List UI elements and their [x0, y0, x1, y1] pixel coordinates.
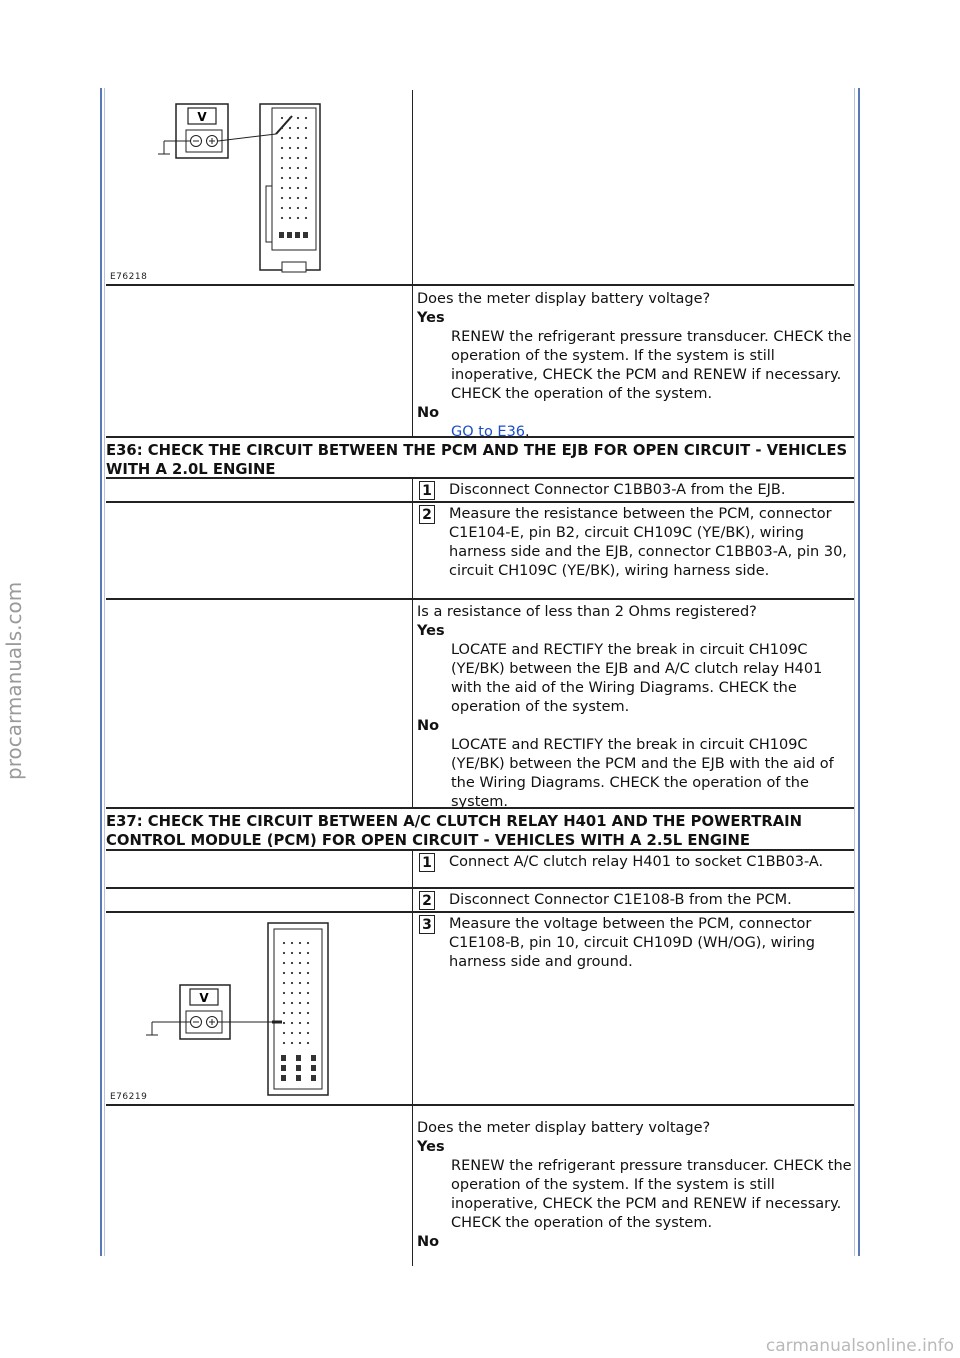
right-margin-rule-inner	[854, 88, 855, 1256]
question-1-text: Does the meter display battery voltage?	[417, 291, 711, 307]
e36-step-1: Disconnect Connector C1BB03-A from the EJB.	[449, 482, 786, 498]
step-number: 2	[419, 505, 435, 524]
step-number: 3	[419, 915, 435, 934]
yes-action: RENEW the refrigerant pressure transducer. CHECK the operation of the system. If the system is still inoperative, CHECK the PCM and RENEW if necessary. CHECK the operation of the system.	[451, 1158, 852, 1231]
e36-step-2: Measure the resistance between the PCM, connector C1E104-E, pin B2, circuit CH109C (YE/BK), wiring harness side and the EJB, connector C1BB03-A, pin 30, circuit CH109C (YE/BK), wiring harness side.	[449, 506, 847, 579]
figure-row-1-blank	[413, 90, 854, 284]
step-number: 1	[419, 853, 435, 872]
goto-e36-link[interactable]: GO to E36	[451, 424, 526, 440]
e37-step-2-row	[106, 889, 854, 913]
no-action: GO to E36.	[451, 424, 530, 440]
yes-label: Yes	[417, 1139, 445, 1155]
e36-question	[413, 600, 854, 810]
yes-action: LOCATE and RECTIFY the break in circuit CH109C (YE/BK) between the EJB and A/C clutch relay H401 with the aid of the Wiring Diagrams. CHECK the operation of the system.	[451, 642, 823, 715]
left-margin-rule-inner	[104, 88, 105, 1256]
e37-step-2: Disconnect Connector C1E108-B from the PCM.	[449, 892, 792, 908]
e36-step-2-row	[106, 503, 854, 600]
yes-label: Yes	[417, 623, 445, 639]
e36-heading: E36: CHECK THE CIRCUIT BETWEEN THE PCM AND THE EJB FOR OPEN CIRCUIT - VEHICLES WITH A 2.0L ENGINE	[106, 438, 854, 479]
no-label: No	[417, 405, 440, 421]
voltmeter-connector-diagram-1	[106, 90, 412, 284]
step-number: 1	[419, 481, 435, 500]
question-2	[413, 1106, 854, 1266]
bottom-watermark: carmanualsonline.info	[765, 1336, 954, 1356]
e36-question-row	[106, 600, 854, 809]
right-margin-rule	[858, 88, 860, 1256]
meter-label: V	[197, 110, 207, 124]
no-label: No	[417, 1234, 440, 1250]
question-2-text: Does the meter display battery voltage?	[417, 1120, 711, 1136]
e36-question-text: Is a resistance of less than 2 Ohms registered?	[417, 604, 757, 620]
e37-step-1-row	[106, 851, 854, 889]
yes-label: Yes	[417, 310, 445, 326]
e37-step-3: Measure the voltage between the PCM, connector C1E108-B, pin 10, circuit CH109D (WH/OG), wiring harness side and ground.	[449, 916, 815, 970]
diagnostic-table	[106, 90, 854, 1266]
figure-label-1: E76218	[110, 272, 148, 282]
question-1	[413, 286, 854, 440]
figure-label-2: E76219	[110, 1092, 148, 1102]
left-margin-rule	[100, 88, 102, 1256]
no-label: No	[417, 718, 440, 734]
e36-step-1-row	[106, 479, 854, 503]
figure-row-1	[106, 90, 854, 286]
figure-cell-1	[106, 90, 413, 284]
step-number: 2	[419, 891, 435, 910]
figure-cell-2	[106, 913, 413, 1104]
no-action: LOCATE and RECTIFY the break in circuit CH109C (YE/BK) between the PCM and the EJB with the aid of the Wiring Diagrams. CHECK the operation of the system.	[451, 737, 834, 810]
yes-action: RENEW the refrigerant pressure transducer. CHECK the operation of the system. If the system is still inoperative, CHECK the PCM and RENEW if necessary. CHECK the operation of the system.	[451, 329, 852, 402]
question-row-2	[106, 1106, 854, 1266]
e37-step-1: Connect A/C clutch relay H401 to socket C1BB03-A.	[449, 854, 824, 870]
e37-step-3-row	[106, 913, 854, 1106]
side-watermark: procarmanuals.com	[2, 581, 26, 780]
meter-label: V	[199, 991, 209, 1005]
question-row-1	[106, 286, 854, 438]
voltmeter-connector-diagram-2	[106, 913, 412, 1103]
e37-heading: E37: CHECK THE CIRCUIT BETWEEN A/C CLUTCH RELAY H401 AND THE POWERTRAIN CONTROL MODULE (PCM) FOR OPEN CIRCUIT - VEHICLES WITH A 2.5L ENGINE	[106, 809, 854, 851]
